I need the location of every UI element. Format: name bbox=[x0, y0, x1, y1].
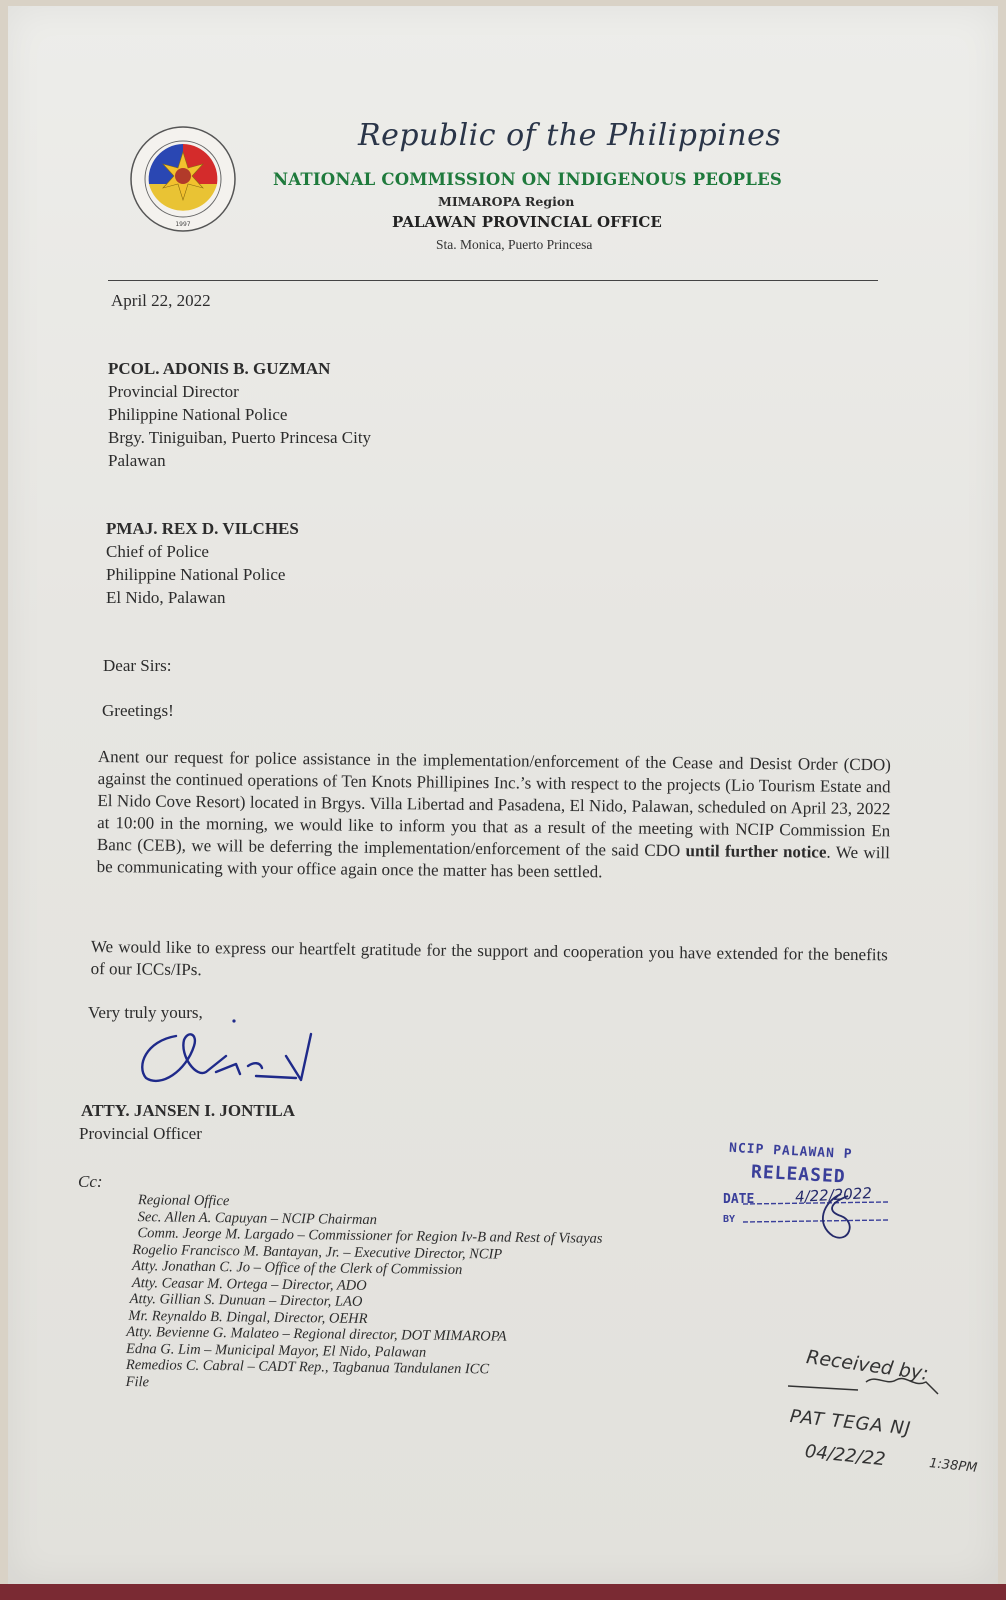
seal-year: 1997 bbox=[175, 221, 191, 228]
office-address: Sta. Monica, Puerto Princesa bbox=[436, 237, 593, 252]
stamp-by-label: BY bbox=[723, 1214, 736, 1225]
cc-item: Rogelio Francisco M. Bantayan, Jr. – Executive Director, NCIP bbox=[132, 1241, 503, 1263]
closing: Very truly yours, bbox=[88, 1003, 203, 1022]
recipient-1 bbox=[108, 357, 371, 472]
letterhead-divider bbox=[108, 280, 878, 281]
para1-text: Anent our request for police assistance in the implementation/enforcement of the Cease and Desist Order (CDO) against the continued operations of Ten Knots Phillipines Inc.’s with respect to the projects (Lio Tourism Estate and El Nido Cove Resort) located in Brgys. Villa Libertad and Pasadena, El Nido, Palawan, scheduled on April 23, 2022 at 10:00 in the morning, we would like to inform you that as a result of the meeting with NCIP Commission En Banc (CEB), we will be deferring the implementation/enforcement of the said CDO bbox=[96, 746, 891, 861]
cc-item: Regional Office bbox=[137, 1192, 230, 1210]
body-paragraph-2: We would like to express our heartfelt gratitude for the support and cooperation you have extended for the benefits of our ICCs/IPs. bbox=[90, 936, 888, 980]
recipient-line: Brgy. Tiniguiban, Puerto Princesa City bbox=[108, 428, 372, 447]
cc-item: Atty. Jonathan C. Jo – Office of the Clerk of Commission bbox=[131, 1258, 463, 1279]
received-note bbox=[788, 1346, 1006, 1496]
background-surface bbox=[0, 1584, 1006, 1600]
cc-label: Cc: bbox=[78, 1172, 103, 1191]
stamp-released: RELEASED bbox=[750, 1161, 847, 1188]
region-name: MIMAROPA Region bbox=[438, 194, 575, 209]
cc-item: Atty. Bevienne G. Malateo – Regional director, DOT MIMAROPA bbox=[126, 1323, 507, 1345]
recipient-line: Palawan bbox=[108, 451, 166, 470]
cc-item: Edna G. Lim – Municipal Mayor, El Nido, Palawan bbox=[125, 1340, 427, 1361]
para1-text-end: . We will be communicating with your office again once the matter has been settled. bbox=[96, 842, 891, 882]
released-stamp bbox=[723, 1140, 923, 1274]
body-paragraph-1 bbox=[97, 746, 891, 886]
agency-name: NATIONAL COMMISSION ON INDIGENOUS PEOPLES bbox=[273, 170, 782, 189]
recipient-name: PCOL. ADONIS B. GUZMAN bbox=[108, 359, 331, 378]
office-name: PALAWAN PROVINCIAL OFFICE bbox=[392, 213, 662, 231]
salutation: Dear Sirs: bbox=[103, 656, 172, 675]
signer-name: ATTY. JANSEN I. JONTILA bbox=[81, 1101, 295, 1120]
recipient-2 bbox=[106, 517, 299, 609]
cc-item: Sec. Allen A. Capuyan – NCIP Chairman bbox=[137, 1208, 378, 1228]
cc-item: Remedios C. Cabral – CADT Rep., Tagbanua Tandulanen ICC bbox=[125, 1356, 490, 1378]
cc-item: Comm. Jeorge M. Largado – Commissioner for Region Iv-B and Rest of Visayas bbox=[137, 1225, 603, 1247]
recipient-line: Chief of Police bbox=[106, 542, 209, 561]
republic-heading: Republic of the Philippines bbox=[358, 118, 782, 153]
recipient-line: Provincial Director bbox=[108, 382, 239, 401]
cc-item: Atty. Ceasar M. Ortega – Director, ADO bbox=[131, 1274, 367, 1294]
cc-item: Mr. Reynaldo B. Dingal, Director, OEHR bbox=[128, 1307, 368, 1327]
stamp-office: NCIP PALAWAN P bbox=[728, 1140, 853, 1163]
signer-title: Provincial Officer bbox=[79, 1124, 202, 1143]
received-date: 04/22/22 bbox=[803, 1441, 887, 1471]
recipient-name: PMAJ. REX D. VILCHES bbox=[106, 519, 299, 538]
para1-emphasis: until further notice bbox=[685, 841, 827, 862]
letter-date: April 22, 2022 bbox=[111, 291, 211, 310]
received-time: 1:38PM bbox=[928, 1456, 978, 1476]
letter-page bbox=[8, 6, 998, 1584]
cc-item: Atty. Gillian S. Dunuan – Director, LAO bbox=[129, 1291, 363, 1310]
recipient-line: Philippine National Police bbox=[108, 405, 288, 424]
received-by-label: Received by: bbox=[804, 1346, 930, 1385]
greeting: Greetings! bbox=[102, 701, 174, 720]
recipient-line: El Nido, Palawan bbox=[106, 588, 226, 607]
stamp-date-value: 4/22/2022 bbox=[794, 1183, 873, 1207]
cc-item: File bbox=[125, 1373, 150, 1390]
received-by-name: PAT TEGA NJ bbox=[788, 1406, 913, 1440]
recipient-line: Philippine National Police bbox=[106, 565, 286, 584]
cc-list bbox=[126, 1192, 603, 1396]
stamp-date-label: DATE bbox=[723, 1192, 755, 1207]
ncip-seal-icon bbox=[128, 124, 238, 234]
handwritten-signature bbox=[136, 1016, 326, 1106]
